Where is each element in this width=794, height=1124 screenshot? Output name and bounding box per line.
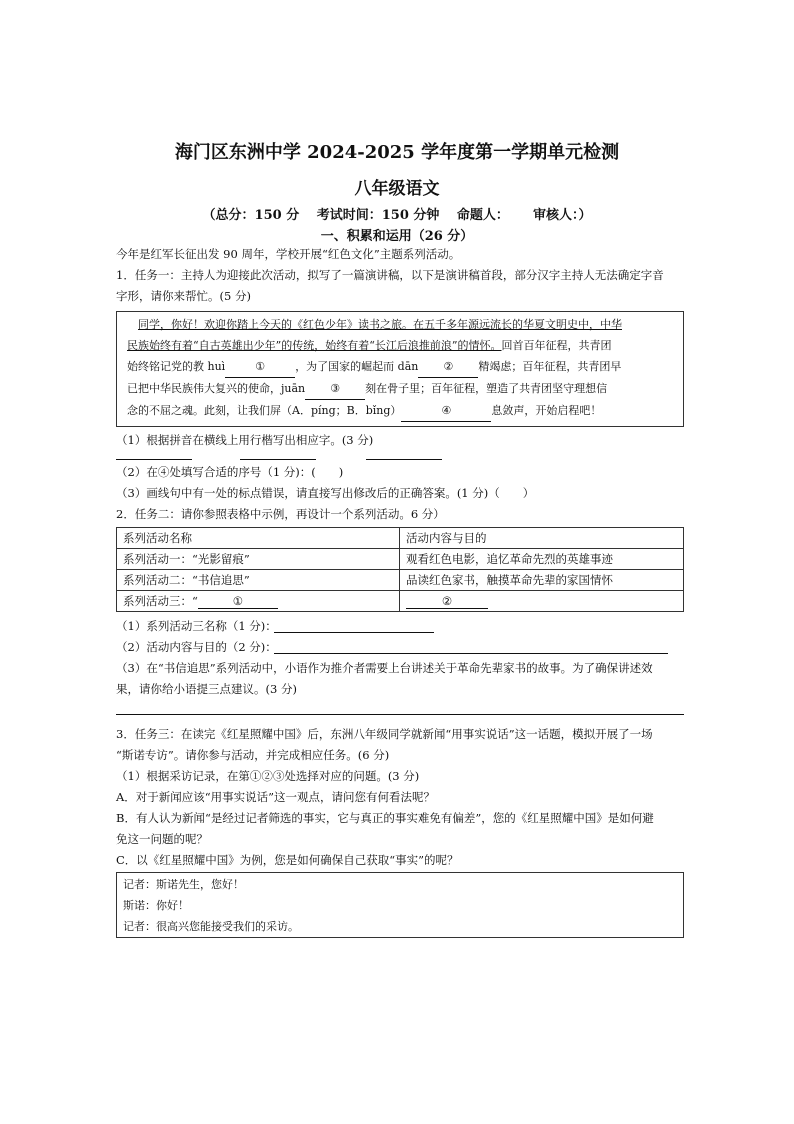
passage-line-3b: ，为了国家的崛起而 dān (295, 360, 419, 373)
answer-line-activity-name[interactable] (274, 631, 434, 633)
task2-q3-line2: 果，请你给小语提三点建议。(3 分) (116, 682, 297, 696)
passage-line-1-rest: 欢迎你踏上今天的《红色少年》读书之旅。在五千多年源远流长的华夏文明史中，中华 (204, 318, 622, 331)
passage-line-1 (127, 314, 673, 335)
passage-line-2-rest: 回首百年征程，共青团 (501, 339, 612, 352)
blank-4[interactable]: ④ (401, 400, 491, 422)
exam-title: 海门区东洲中学 2024-2025 学年度第一学期单元检测 (174, 142, 620, 163)
passage-line-3c: 精竭虑；百年征程，共青团早 (478, 360, 622, 373)
passage-line-5 (127, 400, 673, 422)
blank-2[interactable]: ② (418, 356, 478, 378)
task1-q2: （2）在④处填写合适的序号（1 分)：( ) (116, 465, 344, 479)
option-b-line1: B．有人认为新闻“是经过记者筛选的事实，它与真正的事实难免有偏差”，您的《红星照耀中国》是如何避 (116, 811, 654, 825)
speech-passage-box (116, 311, 684, 427)
passage-underlined-sentence: 民族始终有着“自古英雄出少年”的传统，始终有着“长江后浪推前浪”的情怀。 (127, 339, 502, 352)
table-header-cell: 系列活动名称 (117, 528, 400, 549)
task2-stem: 2．任务二：请你参照表格中示例，再设计一个系列活动。6 分） (116, 507, 445, 521)
answer-line-suggestions[interactable] (116, 713, 684, 715)
activity-name-blank[interactable]: ① (198, 594, 278, 609)
table-cell (400, 591, 684, 612)
table-row (117, 591, 684, 612)
exam-meta: （总分：150 分 考试时间：150 分钟 命题人： 审核人：） (202, 208, 592, 223)
table-cell: 系列活动一：“光影留痕” (117, 549, 400, 570)
table-cell: 品读红色家书，触摸革命先辈的家国情怀 (400, 570, 684, 591)
task2-q1: （1）系列活动三名称（1 分)： (116, 619, 277, 633)
passage-line-3a: 始终铭记党的教 huì (127, 360, 226, 373)
passage-line-2 (127, 335, 673, 356)
option-a: A．对于新闻应该“用事实说话”这一观点，请问您有何看法呢？ (116, 790, 436, 804)
answer-line-2[interactable] (240, 458, 316, 460)
passage-line-3 (127, 356, 673, 378)
intro-text: 今年是红军长征出发 90 周年，学校开展“红色文化”主题系列活动。 (116, 247, 461, 261)
blank-3[interactable]: ③ (305, 378, 365, 400)
task2-q3-line1: （3）在“书信追思”系列活动中，小语作为推介者需要上台讲述关于革命先辈家书的故事。为了确保讲述效 (116, 661, 653, 675)
activity-content-blank[interactable]: ② (406, 594, 488, 609)
passage-line-4 (127, 378, 673, 400)
task1-stem-line1: 1．任务一：主持人为迎接此次活动，拟写了一篇演讲稿，以下是演讲稿首段，部分汉字主持人无法确定字音 (116, 268, 664, 282)
activity-table (116, 527, 684, 612)
table-cell (117, 591, 400, 612)
table-header-cell: 活动内容与目的 (400, 528, 684, 549)
task3-stem-line2: “斯诺专访”。请你参与活动，并完成相应任务。(6 分) (116, 748, 390, 762)
interview-dialogue-box (116, 872, 684, 938)
passage-line-5b: 息敛声，开始启程吧！ (491, 404, 602, 417)
passage-greeting: 同学，你好！ (138, 318, 204, 331)
section-heading: 一、积累和运用（26 分） (320, 229, 474, 244)
answer-line-activity-content[interactable] (274, 652, 668, 654)
row3-label: 系列活动三：“ (123, 594, 198, 608)
option-c: C．以《红星照耀中国》为例，您是如何确保自己获取“事实”的呢？ (116, 853, 459, 867)
dialogue-line: 斯诺：你好！ (123, 899, 189, 912)
table-row (117, 570, 684, 591)
dialogue-line: 记者：斯诺先生，您好！ (123, 878, 244, 891)
table-row (117, 549, 684, 570)
task3-stem-line1: 3．任务三：在读完《红星照耀中国》后，东洲八年级同学就新闻“用事实说话”这一话题，模拟开展了一场 (116, 727, 653, 741)
answer-line-1[interactable] (116, 458, 192, 460)
answer-line-3[interactable] (366, 458, 442, 460)
task2-q2: （2）活动内容与目的（2 分)： (116, 640, 277, 654)
task3-q1: （1）根据采访记录，在第①②③处选择对应的问题。(3 分) (116, 769, 420, 783)
task1-q3: （3）画线句中有一处的标点错误，请直接写出修改后的正确答案。(1 分)（ ） (116, 486, 535, 500)
exam-subject: 八年级语文 (354, 179, 440, 199)
passage-line-4b: 刻在骨子里；百年征程，塑造了共青团坚守理想信 (365, 382, 608, 395)
table-cell: 观看红色电影，追忆革命先烈的英雄事迹 (400, 549, 684, 570)
blank-1[interactable]: ① (225, 356, 295, 378)
passage-line-5a: 念的不屈之魂。此刻，让我们屏（A．píng；B．bǐng） (127, 404, 402, 417)
dialogue-line: 记者：很高兴您能接受我们的采访。 (123, 920, 299, 933)
table-header-row (117, 528, 684, 549)
passage-line-4a: 已把中华民族伟大复兴的使命，juān (127, 382, 306, 395)
table-cell: 系列活动二：“书信追思” (117, 570, 400, 591)
task1-stem-line2: 字形，请你来帮忙。(5 分) (116, 289, 251, 303)
option-b-line2: 免这一问题的呢？ (116, 832, 208, 846)
task1-q1: （1）根据拼音在横线上用行楷写出相应字。(3 分) (116, 433, 374, 447)
